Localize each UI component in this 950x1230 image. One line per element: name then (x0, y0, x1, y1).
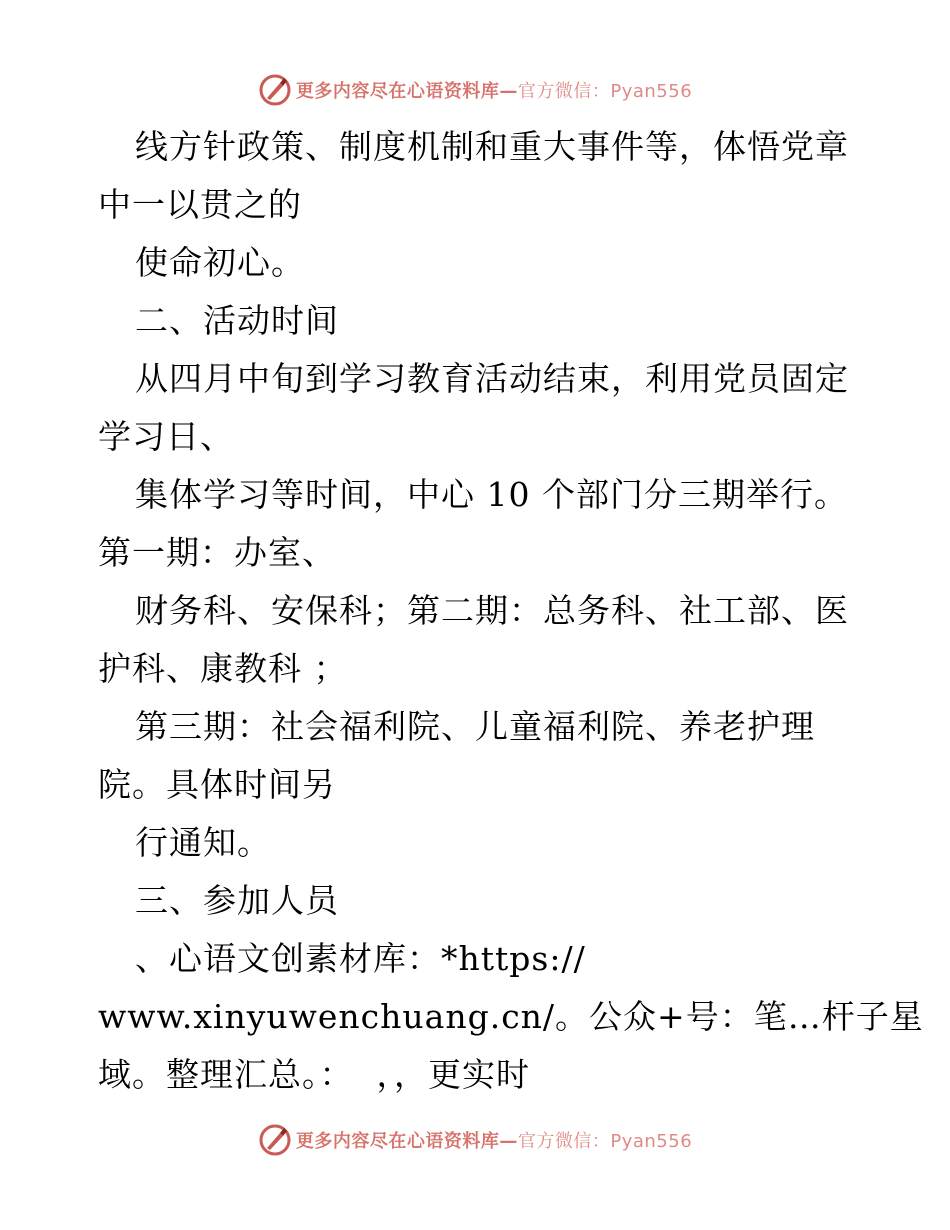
body-text-line: 使命初心。 (135, 243, 305, 282)
body-text-line: 财务科、安保科；第二期：总务科、社工部、医 (135, 591, 849, 630)
body-text-line: 行通知。 (135, 823, 271, 862)
document-body (98, 118, 924, 1104)
body-text-line: 二、活动时间 (135, 301, 339, 340)
body-text-line: 第一期：办室、 (98, 533, 336, 572)
footer-banner (0, 1120, 950, 1160)
body-text-line: 域。整理汇总。： ，，更实时 (98, 1055, 530, 1094)
header-banner-tail: 官方微信：Pyan556 (517, 81, 693, 102)
pen-in-circle-logo-icon (258, 1123, 292, 1157)
header-banner-main: 更多内容尽在心语资料库— (295, 81, 518, 102)
body-text-line: 中一以贯之的 (98, 185, 302, 224)
footer-banner-text (296, 1127, 692, 1153)
pen-in-circle-logo-icon (258, 73, 292, 107)
body-text-line: 从四月中旬到学习教育活动结束，利用党员固定 (135, 359, 849, 398)
body-text-line: 护科、康教科 ； (98, 649, 348, 688)
body-text-line: 第三期：社会福利院、儿童福利院、养老护理 (135, 707, 815, 746)
footer-banner-tail: 官方微信：Pyan556 (517, 1131, 693, 1152)
footer-banner-main: 更多内容尽在心语资料库— (295, 1131, 518, 1152)
body-text-line: www.xinyuwenchuang.cn/。公众+号：笔…杆子星 (98, 997, 924, 1036)
header-banner-text (296, 77, 692, 103)
body-text-line: 集体学习等时间，中心 10 个部门分三期举行。 (135, 475, 848, 514)
body-text-line: 线方针政策、制度机制和重大事件等，体悟党章 (135, 127, 849, 166)
body-text-line: 学习日、 (98, 417, 234, 456)
body-text-line: 院。具体时间另 (98, 765, 336, 804)
body-text-line: 三、参加人员 (135, 881, 339, 920)
header-banner (0, 70, 950, 110)
body-text-line: 、心语文创素材库：*https:// (135, 939, 586, 978)
